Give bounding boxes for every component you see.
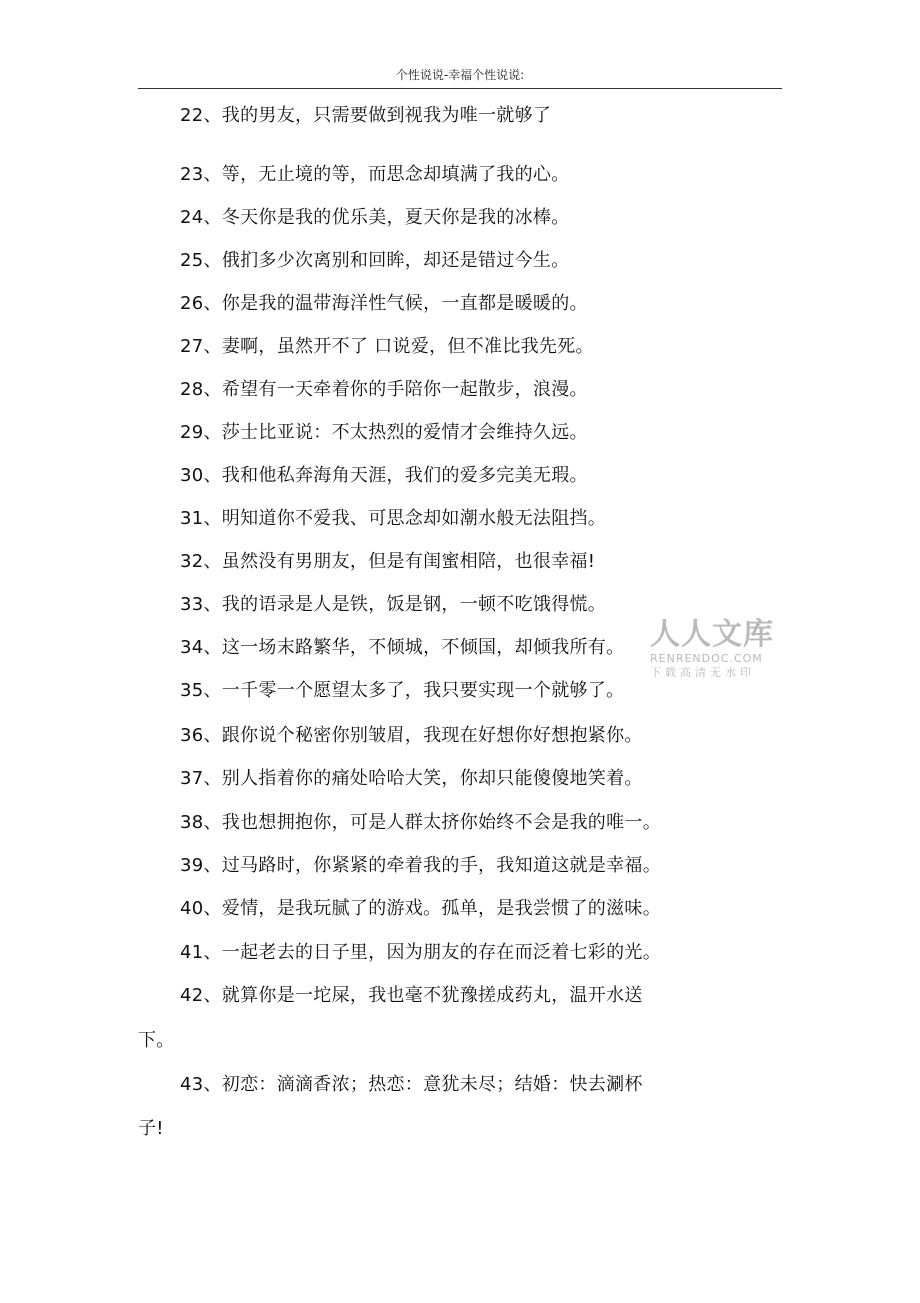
- page-header-title: 个性说说-幸福个性说说:: [395, 68, 525, 82]
- text-line-37: 37、别人指着你的痛处哈哈大笑，你却只能傻傻地笑着。: [180, 768, 643, 789]
- watermark-title: 人人文库: [650, 617, 774, 652]
- text-line-43-continuation: 子!: [138, 1118, 164, 1139]
- text-line-32: 32、虽然没有男朋友，但是有闺蜜相陪，也很幸福!: [180, 551, 596, 572]
- text-line-36: 36、跟你说个秘密你别皱眉，我现在好想你好想抱紧你。: [180, 725, 643, 746]
- text-line-23: 23、等，无止境的等，而思念却填满了我的心。: [180, 164, 570, 185]
- watermark: [650, 618, 780, 680]
- text-line-29: 29、莎士比亚说：不太热烈的爱情才会维持久远。: [180, 422, 588, 443]
- text-line-33: 33、我的语录是人是铁，饭是钢，一顿不吃饿得慌。: [180, 594, 607, 615]
- text-line-22: 22、我的男友，只需要做到视我为唯一就够了: [180, 105, 552, 126]
- watermark-slogan: 下载高清无水印: [650, 666, 755, 679]
- text-line-34: 34、这一场末路繁华，不倾城，不倾国，却倾我所有。: [180, 637, 625, 658]
- text-line-43: 43、初恋：滴滴香浓；热恋：意犹未尽；结婚：快去涮杯: [180, 1074, 643, 1095]
- text-line-31: 31、明知道你不爱我、可思念却如潮水般无法阻挡。: [180, 508, 607, 529]
- text-line-24: 24、冬天你是我的优乐美，夏天你是我的冰棒。: [180, 207, 570, 228]
- text-line-39: 39、过马路时，你紧紧的牵着我的手，我知道这就是幸福。: [180, 855, 662, 876]
- text-line-38: 38、我也想拥抱你，可是人群太挤你始终不会是我的唯一。: [180, 812, 662, 833]
- text-line-40: 40、爱情，是我玩腻了的游戏。孤单，是我尝惯了的滋味。: [180, 898, 662, 919]
- text-line-27: 27、妻啊，虽然开不了 口说爱，但不准比我先死。: [180, 336, 594, 357]
- text-line-28: 28、希望有一天牵着你的手陪你一起散步，浪漫。: [180, 379, 588, 400]
- text-line-41: 41、一起老去的日子里，因为朋友的存在而泛着七彩的光。: [180, 942, 662, 963]
- header-divider: [138, 88, 782, 89]
- text-line-25: 25、俄扪多少次离别和回眸，却还是错过今生。: [180, 250, 570, 271]
- text-line-35: 35、一千零一个愿望太多了，我只要实现一个就够了。: [180, 680, 625, 701]
- text-line-30: 30、我和他私奔海角天涯，我们的爱多完美无瑕。: [180, 465, 588, 486]
- watermark-domain: RENRENDOC.COM: [650, 652, 763, 665]
- text-line-42: 42、就算你是一坨屎，我也毫不犹豫搓成药丸，温开水送: [180, 985, 643, 1006]
- text-line-26: 26、你是我的温带海洋性气候，一直都是暖暖的。: [180, 293, 588, 314]
- text-line-42-continuation: 下。: [138, 1030, 175, 1051]
